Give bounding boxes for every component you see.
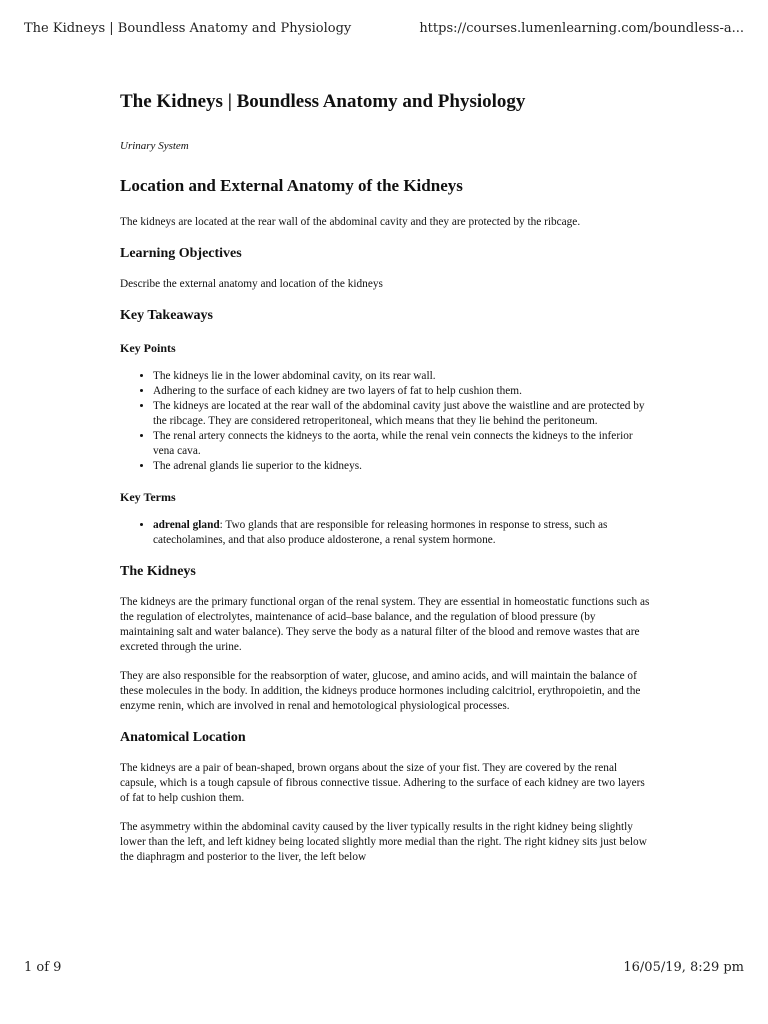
key-takeaways-heading: Key Takeaways bbox=[120, 308, 213, 323]
anatomical-location-paragraph: The asymmetry within the abdominal cavity caused by the liver typically results in the right kidney being slightly lower than the left, and left kidney being located slightly more medial than the right. The right kidney sits just below the diaphragm and posterior to the liver, the left below bbox=[120, 821, 647, 863]
section-title: Location and External Anatomy of the Kidneys bbox=[120, 176, 463, 195]
print-header-title: The Kidneys | Boundless Anatomy and Physiology bbox=[24, 21, 352, 36]
key-term-definition: : Two glands that are responsible for releasing hormones in response to stress, such as catecholamines, and that also produce aldosterone, a renal system hormone. bbox=[153, 519, 608, 546]
key-point: • The renal artery connects the kidneys to the aorta, while the renal vein connects the kidneys to the inferior vena cava. bbox=[153, 429, 650, 459]
key-point: • The kidneys lie in the lower abdominal cavity, on its rear wall. bbox=[153, 369, 650, 384]
key-points-heading: Key Points bbox=[120, 341, 176, 355]
key-point: • The adrenal glands lie superior to the kidneys. bbox=[153, 459, 650, 474]
key-terms-list bbox=[120, 518, 650, 548]
document-body bbox=[120, 88, 650, 879]
page-title: The Kidneys | Boundless Anatomy and Physiology bbox=[120, 91, 526, 112]
kidneys-paragraph: They are also responsible for the reabsorption of water, glucose, and amino acids, and will maintain the balance of these molecules in the body. In addition, the kidneys produce hormones including calcitriol, erythropoietin, and the enzyme renin, which are involved in renal and hemotological physiological processes. bbox=[120, 670, 641, 712]
key-points-list bbox=[120, 369, 650, 474]
learning-objectives-text: Describe the external anatomy and location of the kidneys bbox=[120, 278, 383, 290]
learning-objectives-heading: Learning Objectives bbox=[120, 246, 242, 261]
anatomical-location-paragraph: The kidneys are a pair of bean-shaped, brown organs about the size of your fist. They are covered by the renal capsule, which is a tough capsule of fibrous connective tissue. Adhering to the surface of each kidney are two layers of fat to help cushion them. bbox=[120, 762, 645, 804]
print-header-url: https://courses.lumenlearning.com/boundless-a... bbox=[419, 21, 744, 36]
key-point: • The kidneys are located at the rear wall of the abdominal cavity just above the waistline and are protected by the ribcage. They are considered retroperitoneal, which means that they lie behind the peritoneum. bbox=[153, 399, 650, 429]
key-terms-heading: Key Terms bbox=[120, 490, 176, 504]
key-term-name: adrenal gland bbox=[153, 519, 220, 531]
print-footer bbox=[24, 960, 744, 975]
category-label: Urinary System bbox=[120, 140, 189, 152]
key-term bbox=[153, 518, 650, 548]
anatomical-location-heading: Anatomical Location bbox=[120, 730, 246, 745]
kidneys-paragraph: The kidneys are the primary functional organ of the renal system. They are essential in homeostatic functions such as the regulation of electrolytes, maintenance of acid–base balance, and the regulation of blood pressure (by maintaining salt and water balance). They serve the body as a natural filter of the blood and remove wastes that are excreted through the urine. bbox=[120, 596, 650, 653]
print-header bbox=[24, 21, 744, 36]
kidneys-heading: The Kidneys bbox=[120, 564, 196, 579]
intro-paragraph: The kidneys are located at the rear wall of the abdominal cavity and they are protected by the ribcage. bbox=[120, 216, 581, 228]
print-timestamp: 16/05/19, 8:29 pm bbox=[623, 960, 744, 975]
key-point: • Adhering to the surface of each kidney are two layers of fat to help cushion them. bbox=[153, 384, 650, 399]
page-indicator: 1 of 9 bbox=[24, 960, 62, 975]
